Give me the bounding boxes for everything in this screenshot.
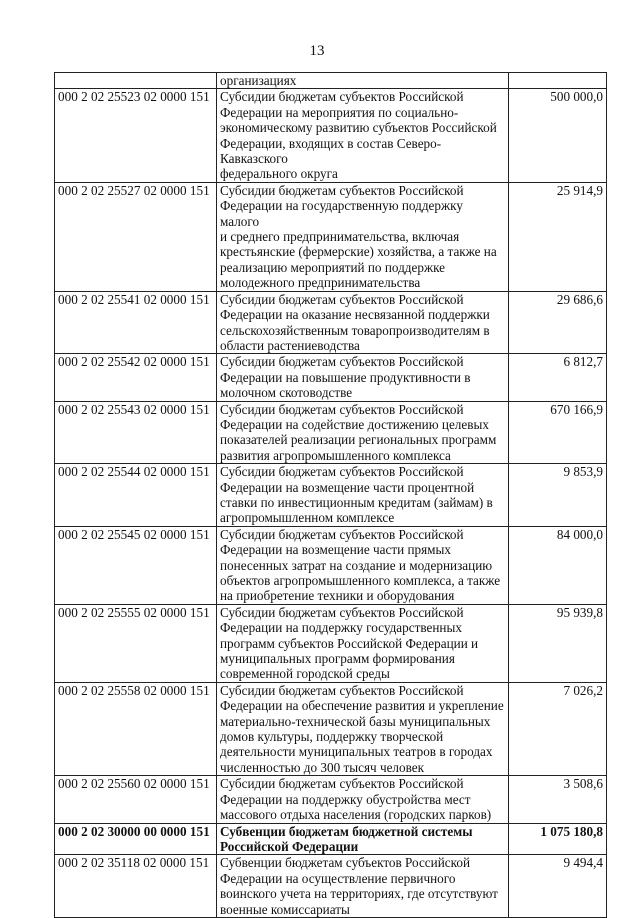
name-cell	[217, 855, 509, 918]
name-line: показателей реализации региональных программ	[220, 432, 497, 448]
code-cell: 000 2 02 25560 02 0000 151	[55, 776, 217, 823]
name-cell	[217, 682, 509, 775]
table-row-continuation	[55, 73, 607, 89]
table-row	[55, 464, 607, 527]
name-line: Федерации на содействие достижению целевых	[220, 416, 489, 432]
name-line: агропромышленном комплексе	[220, 510, 395, 526]
name-line: Субсидии бюджетам субъектов Российской	[220, 182, 464, 198]
code-cell: 000 2 02 35118 02 0000 151	[55, 855, 217, 918]
amount-cell: 29 686,6	[509, 291, 607, 354]
name-cell	[217, 604, 509, 682]
name-line: и среднего предпринимательства, включая	[220, 229, 460, 245]
table-row	[55, 401, 607, 464]
code-cell	[55, 73, 217, 89]
code-cell: 000 2 02 25542 02 0000 151	[55, 354, 217, 401]
name-line: Федерации на осуществление первичного	[220, 870, 456, 886]
name-line: развития агропромышленного комплекса	[220, 447, 451, 463]
name-cell	[217, 291, 509, 354]
name-line: муниципальных программ формирования	[220, 651, 455, 667]
name-line: молодежного предпринимательства	[220, 275, 421, 291]
amount-cell: 1 075 180,8	[509, 823, 607, 855]
code-cell: 000 2 02 25523 02 0000 151	[55, 89, 217, 182]
code-cell: 000 2 02 25558 02 0000 151	[55, 682, 217, 775]
name-line: Федерации, входящих в состав Северо-Кавказского	[220, 135, 442, 167]
name-line: Субсидии бюджетам субъектов Российской	[220, 291, 464, 307]
name-line: Федерации на оказание несвязанной поддержки	[220, 307, 490, 323]
amount-cell: 670 166,9	[509, 401, 607, 464]
amount-cell	[509, 73, 607, 89]
name-line: Федерации на государственную поддержку малого	[220, 198, 463, 229]
name-line: федерального округа	[220, 166, 338, 182]
table-row	[55, 776, 607, 823]
name-line: Федерации на поддержку государственных	[220, 620, 462, 636]
name-line: Субсидии бюджетам субъектов Российской	[220, 604, 464, 620]
code-cell: 000 2 02 25545 02 0000 151	[55, 526, 217, 604]
budget-table	[54, 72, 607, 918]
name-line: Субсидии бюджетам субъектов Российской	[220, 682, 464, 698]
amount-cell: 3 508,6	[509, 776, 607, 823]
name-line: Субсидии бюджетам субъектов Российской	[220, 776, 464, 792]
name-line: экономическому развитию субъектов Российской	[220, 120, 497, 136]
name-line: сельскохозяйственным товаропроизводителям в	[220, 322, 490, 338]
table-row	[55, 682, 607, 775]
table-row	[55, 89, 607, 182]
name-cell	[217, 354, 509, 401]
table-row	[55, 354, 607, 401]
name-cell	[217, 776, 509, 823]
name-line: воинского учета на территориях, где отсутствуют	[220, 886, 498, 902]
name-line: массового отдыха населения (городских парков)	[220, 807, 492, 823]
name-line: домов культуры, поддержку творческой	[220, 729, 444, 745]
amount-cell: 25 914,9	[509, 182, 607, 291]
name-line: материально-технической базы муниципальных	[220, 713, 491, 729]
name-cell	[217, 464, 509, 527]
code-cell: 000 2 02 25541 02 0000 151	[55, 291, 217, 354]
name-line: Субсидии бюджетам субъектов Российской	[220, 526, 464, 542]
page-number: 13	[309, 43, 325, 59]
name-line: на приобретение техники и оборудования	[220, 588, 455, 604]
code-cell: 000 2 02 25555 02 0000 151	[55, 604, 217, 682]
table-row	[55, 526, 607, 604]
name-line: объектов агропромышленного комплекса, а также	[220, 573, 501, 588]
name-line: современной городской среды	[220, 666, 390, 682]
name-line: Российской Федерации	[220, 838, 359, 854]
table-row	[55, 823, 607, 855]
amount-cell: 9 494,4	[509, 855, 607, 918]
name-line: Субсидии бюджетам субъектов Российской	[220, 401, 464, 417]
name-line: Федерации на возмещение части процентной	[220, 479, 475, 495]
code-cell: 000 2 02 25527 02 0000 151	[55, 182, 217, 291]
name-cell	[217, 526, 509, 604]
code-cell: 000 2 02 25543 02 0000 151	[55, 401, 217, 464]
name-cell: организациях	[217, 73, 509, 89]
name-line: численностью до 300 тысяч человек	[220, 759, 425, 775]
amount-cell: 6 812,7	[509, 354, 607, 401]
code-cell: 000 2 02 25544 02 0000 151	[55, 464, 217, 527]
name-cell	[217, 401, 509, 464]
name-cell	[217, 823, 509, 855]
name-line: Субсидии бюджетам субъектов Российской	[220, 464, 464, 480]
name-line: Федерации на возмещение части прямых	[220, 542, 451, 558]
amount-cell: 95 939,8	[509, 604, 607, 682]
name-line: Федерации на поддержку обустройства мест	[220, 791, 471, 807]
name-line: Субвенции бюджетам субъектов Российской	[220, 855, 471, 871]
table-row	[55, 855, 607, 918]
name-line: Субсидии бюджетам субъектов Российской	[220, 89, 464, 105]
name-line: Федерации на мероприятия по социально-	[220, 104, 459, 120]
amount-cell: 84 000,0	[509, 526, 607, 604]
name-line: крестьянские (фермерские) хозяйства, а также на	[220, 244, 497, 260]
name-line: Субвенции бюджетам бюджетной системы	[220, 823, 473, 839]
name-cell	[217, 182, 509, 291]
name-line: молочном скотоводстве	[220, 385, 353, 401]
amount-cell: 9 853,9	[509, 464, 607, 527]
name-line: Федерации на повышение продуктивности в	[220, 369, 471, 385]
name-line: области растениеводства	[220, 337, 360, 353]
budget-table-body	[55, 73, 607, 918]
table-row	[55, 182, 607, 291]
name-line: Федерации на обеспечение развития и укрепление	[220, 698, 504, 714]
code-cell: 000 2 02 30000 00 0000 151	[55, 823, 217, 855]
name-line: ставки по инвестиционным кредитам (займам) в	[220, 494, 493, 510]
name-cell	[217, 89, 509, 182]
name-line: понесенных затрат на создание и модернизацию	[220, 557, 493, 573]
table-row	[55, 291, 607, 354]
name-line: Субсидии бюджетам субъектов Российской	[220, 354, 464, 370]
amount-cell: 500 000,0	[509, 89, 607, 182]
name-line: деятельности муниципальных театров в городах	[220, 744, 493, 760]
amount-cell: 7 026,2	[509, 682, 607, 775]
name-line: реализацию мероприятий по поддержке	[220, 259, 446, 275]
name-line: программ субъектов Российской Федерации и	[220, 635, 479, 651]
table-row	[55, 604, 607, 682]
name-line: военные комиссариаты	[220, 901, 350, 917]
